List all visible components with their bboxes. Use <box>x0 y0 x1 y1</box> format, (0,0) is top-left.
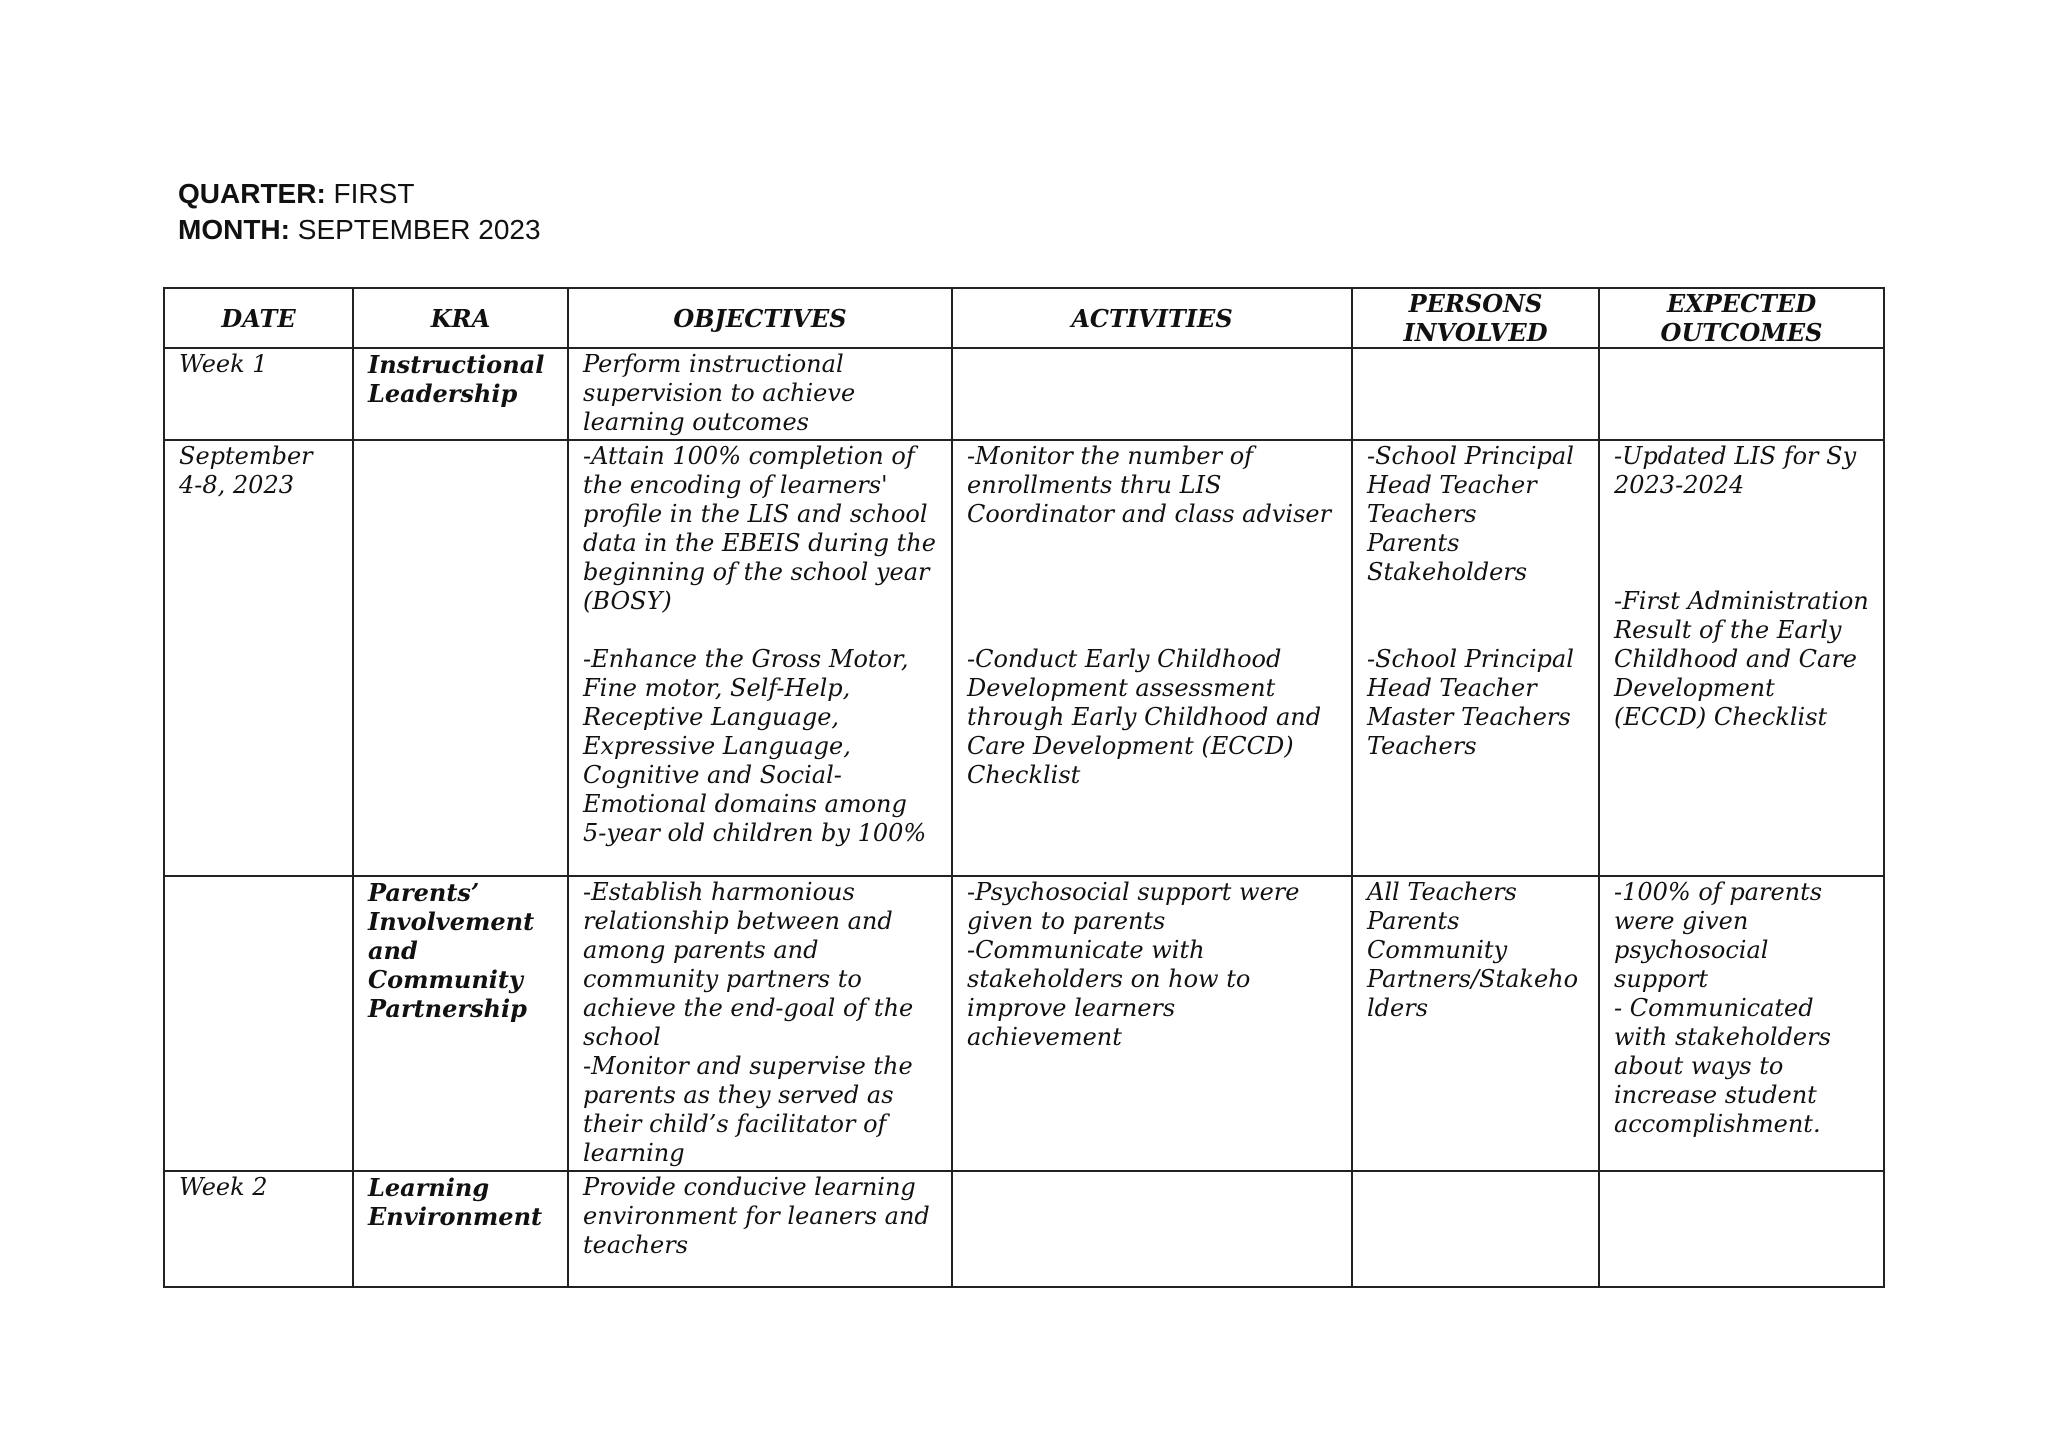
outcomes-cell <box>1599 876 1884 1171</box>
activities-cell <box>952 348 1352 440</box>
kra-cell <box>353 876 568 1171</box>
table-row <box>164 348 1884 440</box>
outcomes-cell <box>1599 1171 1884 1287</box>
date-text: Week 1 <box>179 350 268 378</box>
kra-cell <box>353 348 568 440</box>
quarter-label: QUARTER: <box>178 178 326 209</box>
quarter-value: FIRST <box>333 178 415 209</box>
objectives-cell <box>568 348 952 440</box>
objective-text: Provide conducive learning environment for leaners and teachers <box>583 1173 930 1259</box>
objectives-cell <box>568 440 952 876</box>
outcome-text: -100% of parents were given psychosocial support <box>1614 878 1823 993</box>
month-value: SEPTEMBER 2023 <box>297 214 541 245</box>
persons-cell <box>1352 1171 1599 1287</box>
document-header <box>178 176 541 248</box>
persons-text: All Teachers Parents Community Partners/Stakeholders <box>1367 878 1579 1022</box>
date-cell <box>164 876 353 1171</box>
date-cell <box>164 348 353 440</box>
outcomes-cell <box>1599 440 1884 876</box>
table-header-row <box>164 288 1884 348</box>
date-cell <box>164 1171 353 1287</box>
kra-cell <box>353 440 568 876</box>
activities-cell <box>952 1171 1352 1287</box>
kra-text: Instructional Leadership <box>368 350 545 408</box>
column-header-objectives: OBJECTIVES <box>568 288 952 348</box>
outcome-text: -Updated LIS for Sy 2023-2024 <box>1614 442 1857 499</box>
outcomes-cell <box>1599 348 1884 440</box>
persons-cell <box>1352 876 1599 1171</box>
activities-cell <box>952 876 1352 1171</box>
table-row <box>164 1171 1884 1287</box>
objective-text: -Establish harmonious relationship between and among parents and community partners to achieve the end-goal of the school <box>583 878 914 1051</box>
activity-text: -Communicate with stakeholders on how to improve learners achievement <box>967 936 1251 1051</box>
persons-cell <box>1352 348 1599 440</box>
outcome-text: -First Administration Result of the Early Childhood and Care Development (ECCD) Checklist <box>1614 587 1869 731</box>
activity-text: -Psychosocial support were given to parents <box>967 878 1300 935</box>
column-header-kra: KRA <box>353 288 568 348</box>
objectives-cell <box>568 876 952 1171</box>
table-row <box>164 440 1884 876</box>
table-row <box>164 876 1884 1171</box>
activity-text: -Monitor the number of enrollments thru LIS Coordinator and class adviser <box>967 442 1332 528</box>
objective-text: -Monitor and supervise the parents as they served as their child’s facilitator of learning <box>583 1052 913 1167</box>
objective-text: -Enhance the Gross Motor, Fine motor, Self-Help, Receptive Language, Expressive Language, Cognitive and Social-Emotional domains among 5-year old children by 100% <box>583 645 927 847</box>
persons-text: -School Principal Head Teacher Teachers Parents Stakeholders <box>1367 442 1574 586</box>
column-header-activities: ACTIVITIES <box>952 288 1352 348</box>
month-label: MONTH: <box>178 214 290 245</box>
column-header-expected-outcomes: EXPECTED OUTCOMES <box>1599 288 1884 348</box>
action-plan-table <box>163 287 1885 1288</box>
date-text: Week 2 <box>179 1173 268 1201</box>
objective-text: -Attain 100% completion of the encoding of learners' profile in the LIS and school data in the EBEIS during the beginning of the school year (BOSY) <box>583 442 936 615</box>
date-cell <box>164 440 353 876</box>
kra-cell <box>353 1171 568 1287</box>
persons-text: -School Principal Head Teacher Master Teachers Teachers <box>1367 645 1574 760</box>
date-text: September 4-8, 2023 <box>179 442 313 499</box>
activity-text: -Conduct Early Childhood Development assessment through Early Childhood and Care Development (ECCD) Checklist <box>967 645 1322 789</box>
kra-text: Learning Environment <box>368 1173 543 1231</box>
objectives-cell <box>568 1171 952 1287</box>
quarter-line <box>178 176 541 212</box>
persons-cell <box>1352 440 1599 876</box>
objective-text: Perform instructional supervision to achieve learning outcomes <box>583 350 856 436</box>
column-header-persons-involved: PERSONS INVOLVED <box>1352 288 1599 348</box>
outcome-text: - Communicated with stakeholders about ways to increase student accomplishment. <box>1614 994 1831 1138</box>
month-line <box>178 212 541 248</box>
kra-text: Parents’ Involvement and Community Partnership <box>368 878 535 1023</box>
activities-cell <box>952 440 1352 876</box>
column-header-date: DATE <box>164 288 353 348</box>
